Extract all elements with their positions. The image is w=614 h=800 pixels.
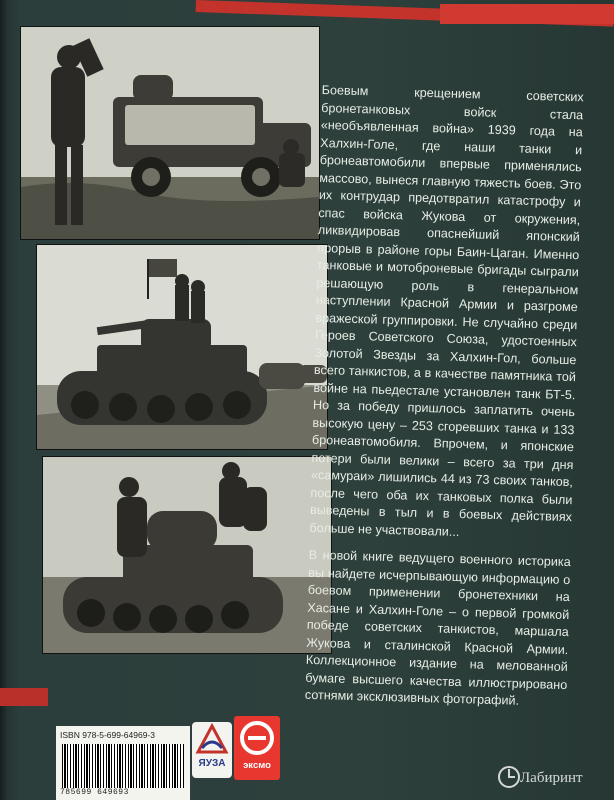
blurb-paragraph-1: Боевым крещением советских бронетанковых войск стала «необъявленная война» 1939 года на Халхин-Голе, где наши танки и бронеавтомобили впервые применялись массово, вынеся главную тяжесть боев. Это их контрудар предотвратил катастрофу и спас войска Жукова от окружения, ликвидировав опаснейший японский прорыв в районе горы Баин-Цаган. Именно танковые и мотоброневые бригады сыграли решающую роль в генеральном наступлении Красной Армии и разгроме вражеской группировки. Не случайно среди Героев Советского Союза, удостоенных Золотой Звезды за Халхин-Гол, больше всего танкистов, а в качестве памятника той войне на пьедестале установлен танк БТ-5. Но за победу пришлось заплатить очень высокую цену – 253 сгоревших танка и 133 бронеавтомобиля. Впрочем, и японские потери были велики – всего за три дня «самураи» лишились 44 из 73 своих танков, после чего оба их танковых полка были выведены в тыл и в боевых действиях больше не участвовали...	[309, 82, 584, 539]
eksmo-label: эксмо	[243, 760, 271, 771]
yauza-logo	[192, 722, 232, 778]
armored-car-photo	[20, 26, 320, 240]
yauza-emblem-icon	[192, 722, 232, 758]
eksmo-logo	[234, 716, 280, 780]
isbn: ISBN 978-5-699-64969-3	[60, 730, 155, 740]
captured-tank-photo	[42, 456, 332, 654]
barcode-digits: 785699 649693	[60, 788, 129, 797]
barcode	[56, 726, 190, 800]
bt-tank-column-photo	[36, 244, 328, 450]
eksmo-emblem-icon	[234, 716, 280, 760]
blurb-text	[305, 82, 584, 712]
red-top-corner	[440, 4, 614, 24]
labirint-watermark	[496, 760, 614, 796]
red-side-stripe	[0, 688, 48, 706]
barcode-bars	[62, 744, 184, 788]
labirint-icon	[498, 764, 520, 790]
yauza-label: ЯУЗА	[198, 758, 226, 769]
blurb-paragraph-2: В новой книге ведущего военного историка вы найдете исчерпывающую информацию о боевом применении бронетехники на Хасане и Халхин-Голе – о первой громкой победе советских танкистов, маршала Жукова и сталинской Красной Армии. Коллекционное издание на мелованной бумаге высшего качества иллюстрировано сотнями эксклюзивных фотографий.	[304, 547, 571, 708]
labirint-label: Лабиринт	[520, 770, 583, 786]
